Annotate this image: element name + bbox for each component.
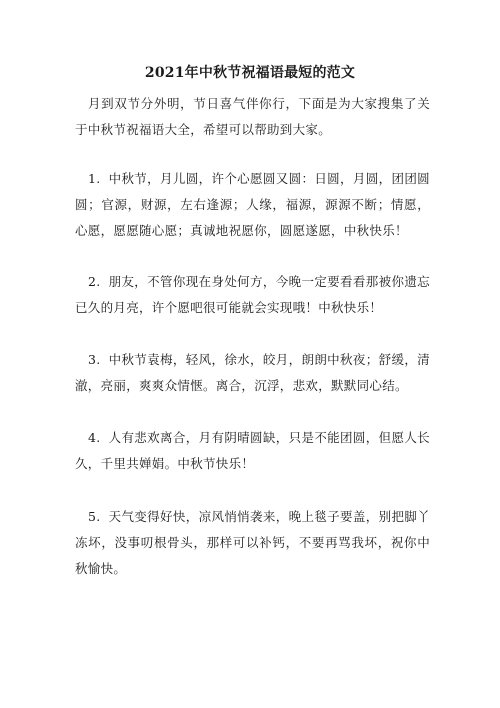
wish-paragraph-5 [75,504,430,582]
document-title: 2021年中秋节祝福语最短的范文 [144,65,356,81]
paragraph-text: 中秋节，月儿圆，许个心愿圆又圆：日圆，月圆，团团圆圆；官源，财源，左右逢源；人缘，福源，源源不断；情愿，心愿，愿愿随心愿；真诚地祝愿你，圆愿遂愿，中秋快乐！ [75,171,430,238]
paragraph-number: 1. [88,171,101,186]
paragraph-number: 3. [88,352,101,367]
intro-paragraph: 月到双节分外明，节日喜气伴你行，下面是为大家搜集了关于中秋节祝福语大全，希望可以帮助到大家。 [75,96,430,137]
paragraph-text: 人有悲欢离合，月有阴晴圆缺，只是不能团圆，但愿人长久，千里共婵娟。中秋节快乐！ [75,430,430,471]
paragraph-text: 中秋节袁梅，轻风，徐水，皎月，朗朗中秋夜；舒缓，清澈，亮丽，爽爽众情惬。离合，沉浮，悲欢，默默同心结。 [75,352,430,393]
wish-paragraph-2 [75,269,430,321]
paragraph-text: 天气变得好快，凉风悄悄袭来，晚上毯子要盖，别把脚丫冻坏，没事叨根骨头，那样可以补钙，不要再骂我坏，祝你中秋愉快。 [75,509,430,576]
paragraph-text: 朋友，不管你现在身处何方，今晚一定要看看那被你遗忘已久的月亮，许个愿吧很可能就会实现哦！中秋快乐！ [75,274,430,315]
paragraph-number: 2. [88,274,101,289]
wish-paragraph-3 [75,347,430,399]
paragraph-number: 5. [88,509,101,524]
wish-paragraph-4 [75,425,430,477]
wish-paragraph-1 [75,166,430,244]
paragraph-number: 4. [88,430,101,445]
